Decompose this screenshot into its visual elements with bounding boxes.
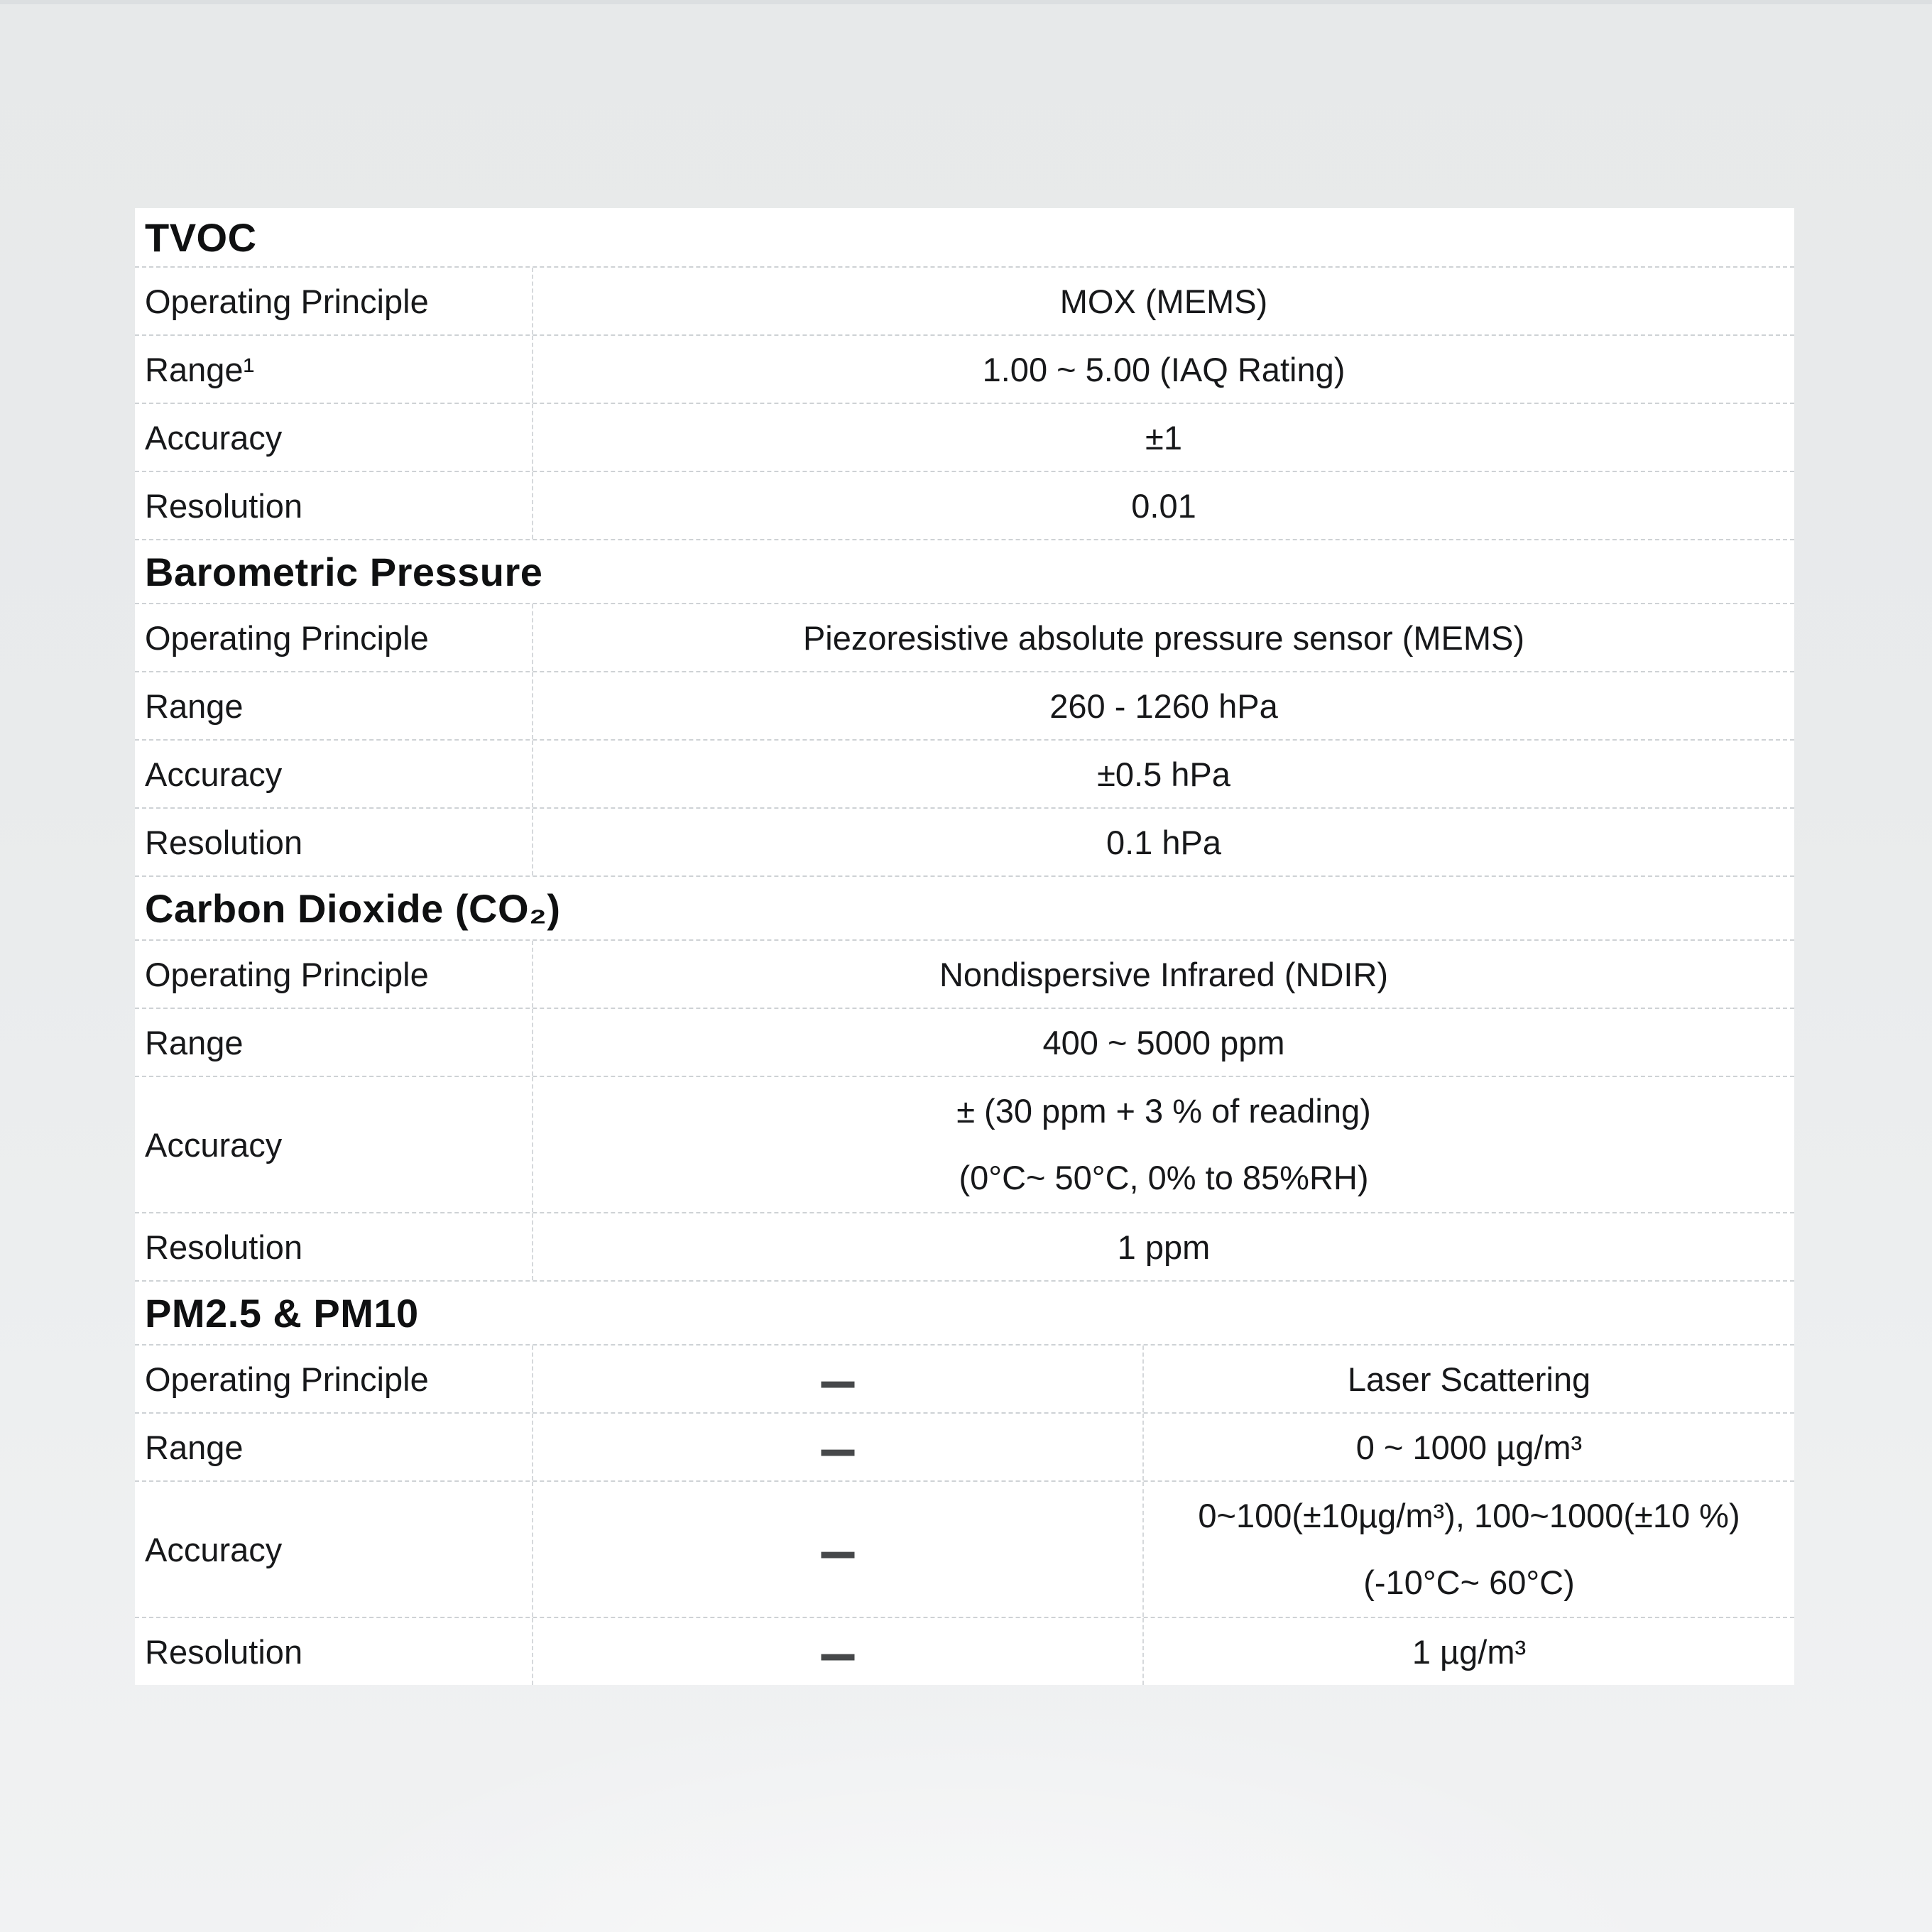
row-value: 0 ~ 1000 µg/m³ [1355, 1428, 1583, 1466]
spec-row-pm2-5-pm10-operating-principle [135, 1343, 1794, 1415]
em-dash-placeholder: — [821, 1411, 855, 1483]
row-value-line: ± (30 ppm + 3 % of reading) [956, 1092, 1371, 1130]
spec-table [135, 208, 1794, 1688]
spec-row-carbon-dioxide-co-range [135, 1008, 1794, 1076]
row-value: 1 ppm [1117, 1228, 1211, 1266]
row-value: 260 - 1260 hPa [1049, 687, 1278, 725]
row-label: Accuracy [135, 741, 533, 807]
row-mid-cell [533, 1343, 1144, 1415]
section-title-tvoc: TVOC [145, 214, 257, 260]
row-value: 1 µg/m³ [1412, 1632, 1527, 1671]
section-title-carbon-dioxide-co: Carbon Dioxide (CO₂) [135, 875, 1794, 939]
row-label: Resolution [135, 1618, 533, 1685]
spec-row-tvoc-resolution [135, 471, 1794, 539]
section-title-barometric-pressure: Barometric Pressure [135, 539, 1794, 603]
row-label: Operating Principle [135, 604, 533, 671]
row-mid-cell [533, 1615, 1144, 1688]
row-value: Nondispersive Infrared (NDIR) [939, 955, 1389, 993]
row-label: Resolution [135, 809, 533, 875]
row-label: Resolution [135, 1213, 533, 1280]
spec-row-barometric-pressure-resolution [135, 807, 1794, 875]
row-value [1144, 1482, 1794, 1617]
row-value: Piezoresistive absolute pressure sensor (MEMS) [802, 618, 1525, 657]
section-title-pm2-5-pm10: PM2.5 & PM10 [135, 1280, 1794, 1344]
row-label: Accuracy [135, 404, 533, 471]
row-value-line: (-10°C~ 60°C) [1363, 1563, 1575, 1601]
spec-row-carbon-dioxide-co-accuracy [135, 1076, 1794, 1212]
spec-row-carbon-dioxide-co-operating-principle [135, 939, 1794, 1008]
row-value: Laser Scattering [1347, 1360, 1591, 1398]
spec-row-pm2-5-pm10-accuracy [135, 1480, 1794, 1617]
row-label: Range [135, 1009, 533, 1076]
spec-row-barometric-pressure-accuracy [135, 739, 1794, 807]
row-value: 400 ~ 5000 ppm [1042, 1023, 1285, 1061]
em-dash-placeholder: — [821, 1615, 855, 1688]
row-label: Resolution [135, 472, 533, 539]
row-value: ±1 [1145, 418, 1182, 457]
row-label: Range [135, 672, 533, 739]
spec-row-tvoc-range [135, 334, 1794, 403]
spec-row-carbon-dioxide-co-resolution [135, 1212, 1794, 1280]
row-value: MOX (MEMS) [1059, 282, 1268, 320]
row-label: Range¹ [135, 336, 533, 403]
row-mid-cell [533, 1411, 1144, 1483]
spec-row-tvoc-accuracy [135, 403, 1794, 471]
spec-row-pm2-5-pm10-resolution [135, 1615, 1794, 1688]
row-value-line: 0~100(±10µg/m³), 100~1000(±10 %) [1198, 1497, 1740, 1534]
row-value: 0.01 [1131, 486, 1196, 525]
em-dash-placeholder: — [821, 1513, 855, 1586]
row-label: Range [135, 1414, 533, 1480]
row-value: ±0.5 hPa [1097, 755, 1230, 793]
row-value: 0.1 hPa [1106, 823, 1222, 861]
row-label: Operating Principle [135, 1346, 533, 1412]
row-label: Operating Principle [135, 941, 533, 1008]
top-edge-shade [0, 0, 1932, 4]
row-value-line: (0°C~ 50°C, 0% to 85%RH) [959, 1159, 1369, 1196]
spec-row-barometric-pressure-operating-principle [135, 603, 1794, 671]
spec-row-tvoc-operating-principle [135, 266, 1794, 334]
row-label: Accuracy [135, 1482, 533, 1617]
row-value [533, 1077, 1794, 1212]
row-value: 1.00 ~ 5.00 (IAQ Rating) [982, 350, 1346, 388]
spec-row-barometric-pressure-range [135, 671, 1794, 739]
row-label: Accuracy [135, 1077, 533, 1212]
row-mid-cell [533, 1482, 1144, 1617]
row-label: Operating Principle [135, 268, 533, 334]
spec-row-pm2-5-pm10-range [135, 1411, 1794, 1483]
em-dash-placeholder: — [821, 1343, 855, 1415]
